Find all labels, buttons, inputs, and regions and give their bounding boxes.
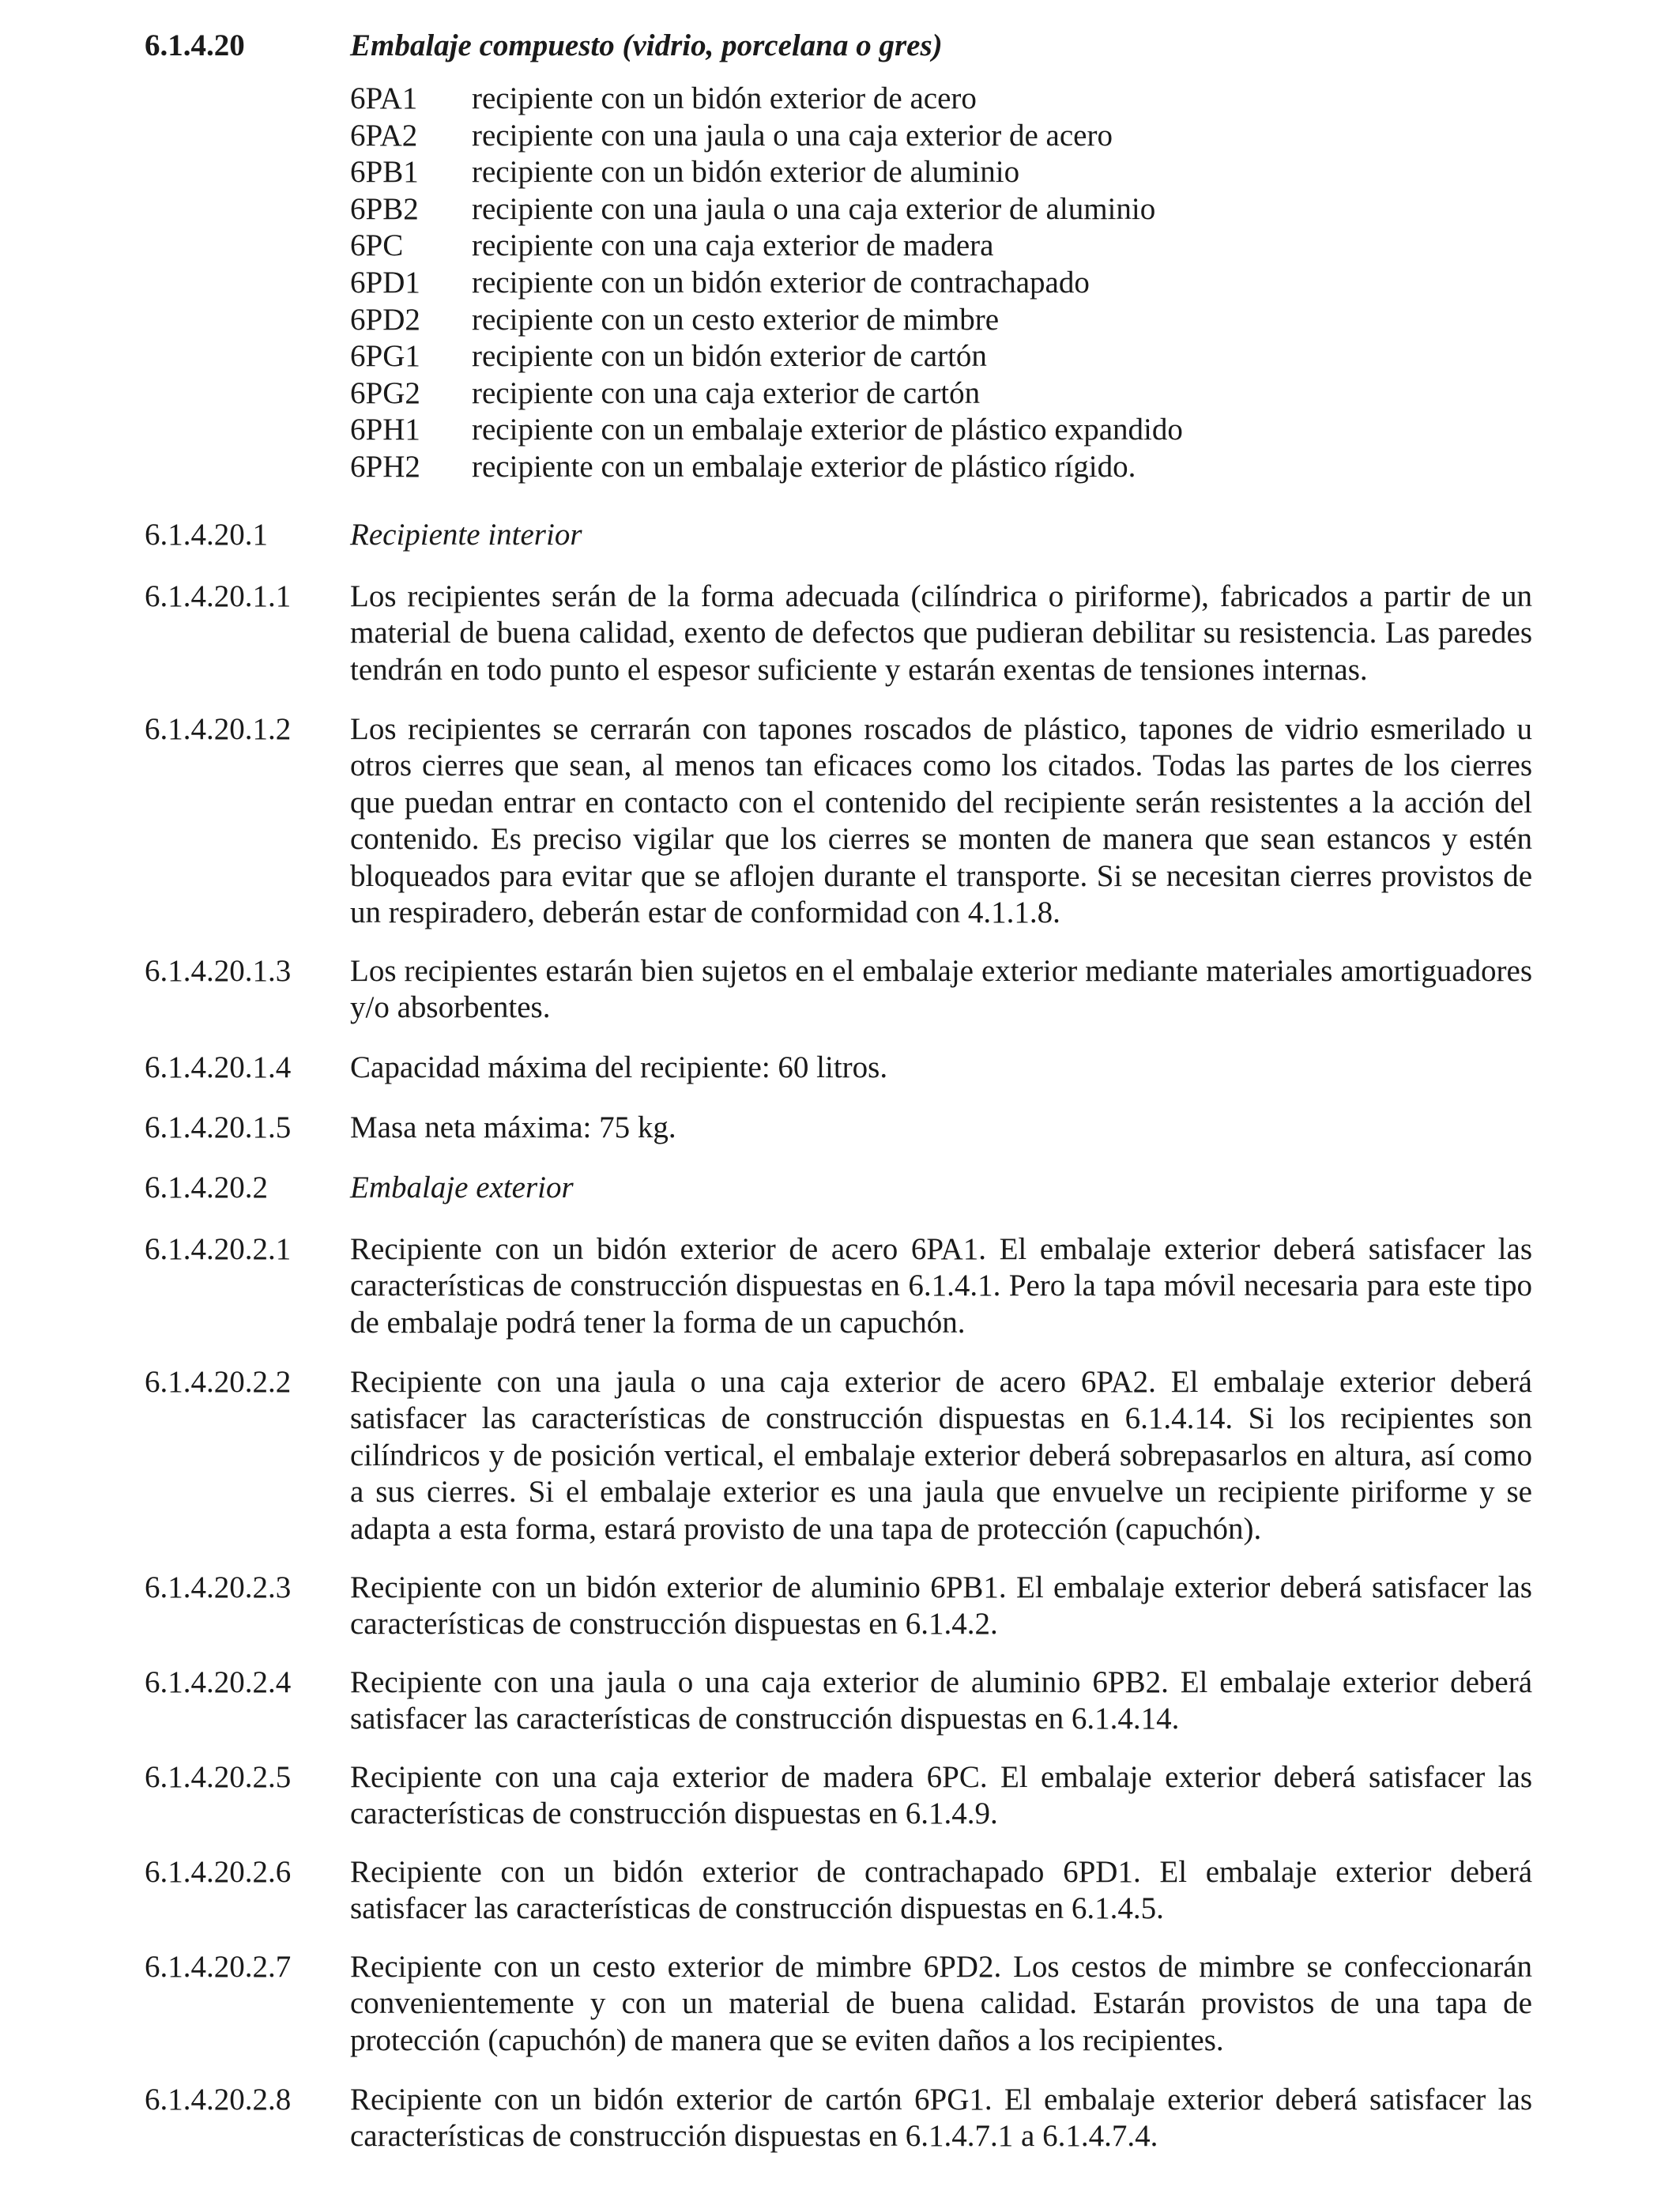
subsection-text: Recipiente con una jaula o una caja exterior de acero 6PA2. El embalaje exterior deberá satisfacer las características de construcción dispuestas en 6.1.4.14. Si los recipientes son cilíndricos y de posición vertical, el embalaje exterior deberá sobrepasarlos en altura, así como a sus cierres. Si el embalaje exterior es una jaula que envuelve un recipiente piriforme y se adapta a esta forma, estará provisto de una tapa de protección (capuchón). (350, 1365, 1532, 1546)
subsection-title: Recipiente interior (350, 518, 582, 552)
subsection-number: 6.1.4.20.1.4 (145, 1050, 292, 1084)
packaging-code: 6PB2 (350, 191, 419, 226)
packaging-description: recipiente con un bidón exterior de aluminio (472, 155, 1020, 190)
packaging-description: recipiente con una caja exterior de madera (472, 228, 994, 263)
subsection-number: 6.1.4.20.2.7 (145, 1950, 292, 1984)
packaging-code: 6PB1 (350, 155, 419, 190)
packaging-code: 6PG2 (350, 375, 420, 410)
packaging-description: recipiente con un bidón exterior de cartón (472, 339, 987, 374)
subsection-text: Recipiente con un bidón exterior de contrachapado 6PD1. El embalaje exterior deberá satisfacer las características de construcción dispuestas en 6.1.4.5. (350, 1855, 1532, 1926)
code-list-item (350, 338, 1535, 375)
subsection-text: Recipiente con una caja exterior de madera 6PC. El embalaje exterior deberá satisfacer las características de construcción dispuestas en 6.1.4.9. (350, 1760, 1532, 1831)
heading-title: Embalaje compuesto (vidrio, porcelana o gres) (350, 28, 943, 62)
packaging-description: recipiente con un bidón exterior de acero (472, 81, 977, 115)
subsection-number: 6.1.4.20.2.3 (145, 1570, 292, 1604)
packaging-code: 6PD1 (350, 265, 420, 300)
packaging-description: recipiente con un bidón exterior de contrachapado (472, 265, 1090, 300)
packaging-code: 6PH1 (350, 413, 420, 447)
heading-number: 6.1.4.20 (145, 28, 245, 62)
packaging-code-list (350, 81, 1535, 486)
code-list-item (350, 228, 1535, 265)
packaging-code: 6PD2 (350, 302, 420, 337)
packaging-description: recipiente con un embalaje exterior de plástico rígido. (472, 449, 1136, 484)
packaging-description: recipiente con una jaula o una caja exterior de aluminio (472, 191, 1156, 226)
packaging-code: 6PG1 (350, 339, 420, 374)
subsection-text: Recipiente con un bidón exterior de acero 6PA1. El embalaje exterior deberá satisfacer las características de construcción dispuestas en 6.1.4.1. Pero la tapa móvil necesaria para este tipo de embalaje podrá tener la forma de un capuchón. (350, 1232, 1532, 1340)
subsection-text: Masa neta máxima: 75 kg. (350, 1110, 676, 1144)
packaging-code: 6PA1 (350, 81, 418, 115)
code-list-item (350, 412, 1535, 449)
subsection-number: 6.1.4.20.2.1 (145, 1232, 292, 1266)
code-list-item (350, 81, 1535, 118)
subsection-number: 6.1.4.20.2 (145, 1171, 268, 1204)
packaging-description: recipiente con una jaula o una caja exterior de acero (472, 118, 1113, 153)
packaging-code: 6PC (350, 228, 404, 263)
subsection-number: 6.1.4.20.2.8 (145, 2083, 292, 2117)
subsection-text: Recipiente con un cesto exterior de mimbre 6PD2. Los cestos de mimbre se confeccionarán convenientemente y con un material de buena calidad. Estarán provistos de una tapa de protección (capuchón) de manera que se eviten daños a los recipientes. (350, 1950, 1532, 2057)
code-list-item (350, 118, 1535, 155)
code-list-item (350, 449, 1535, 486)
subsection-text: Capacidad máxima del recipiente: 60 litros. (350, 1050, 888, 1084)
code-list-item (350, 302, 1535, 339)
subsection-number: 6.1.4.20.1.5 (145, 1110, 292, 1144)
code-list-item (350, 265, 1535, 302)
subsection-number: 6.1.4.20.1 (145, 518, 268, 552)
section-heading (145, 27, 1535, 68)
code-list-item (350, 154, 1535, 191)
packaging-description: recipiente con un cesto exterior de mimbre (472, 302, 1000, 337)
subsection-title: Embalaje exterior (350, 1171, 574, 1204)
subsection-text: Recipiente con una jaula o una caja exterior de aluminio 6PB2. El embalaje exterior deberá satisfacer las características de construcción dispuestas en 6.1.4.14. (350, 1665, 1532, 1736)
subsection-text: Los recipientes estarán bien sujetos en el embalaje exterior mediante materiales amortiguadores y/o absorbentes. (350, 954, 1532, 1025)
subsection-text: Recipiente con un bidón exterior de aluminio 6PB1. El embalaje exterior deberá satisfacer las características de construcción dispuestas en 6.1.4.2. (350, 1570, 1532, 1642)
code-list-item (350, 375, 1535, 413)
subsection-number: 6.1.4.20.2.2 (145, 1365, 292, 1399)
subsection-number: 6.1.4.20.2.5 (145, 1760, 292, 1794)
subsection-number: 6.1.4.20.1.1 (145, 579, 292, 613)
code-list-item (350, 191, 1535, 228)
subsection-number: 6.1.4.20.1.2 (145, 712, 292, 746)
subsection-text: Recipiente con un bidón exterior de cartón 6PG1. El embalaje exterior deberá satisfacer las características de construcción dispuestas en 6.1.4.7.1 a 6.1.4.7.4. (350, 2083, 1532, 2154)
packaging-description: recipiente con un embalaje exterior de plástico expandido (472, 413, 1183, 447)
subsection-text: Los recipientes se cerrarán con tapones roscados de plástico, tapones de vidrio esmerilado u otros cierres que sean, al menos tan eficaces como los citados. Todas las partes de los cierres que puedan entrar en contacto con el contenido del recipiente serán resistentes a la acción del contenido. Es preciso vigilar que los cierres se monten de manera que sean estancos y estén bloqueados para evitar que se aflojen durante el transporte. Si se necesitan cierres provistos de un respiradero, deberán estar de conformidad con 4.1.1.8. (350, 712, 1532, 930)
subsection-number: 6.1.4.20.2.4 (145, 1665, 292, 1699)
subsection-text: Los recipientes serán de la forma adecuada (cilíndrica o piriforme), fabricados a partir de un material de buena calidad, exento de defectos que pudieran debilitar su resistencia. Las paredes tendrán en todo punto el espesor suficiente y estarán exentas de tensiones internas. (350, 579, 1532, 687)
subsection-number: 6.1.4.20.1.3 (145, 954, 292, 988)
packaging-code: 6PH2 (350, 449, 420, 484)
subsection-number: 6.1.4.20.2.6 (145, 1855, 292, 1889)
packaging-code: 6PA2 (350, 118, 418, 153)
packaging-description: recipiente con una caja exterior de cartón (472, 375, 981, 410)
